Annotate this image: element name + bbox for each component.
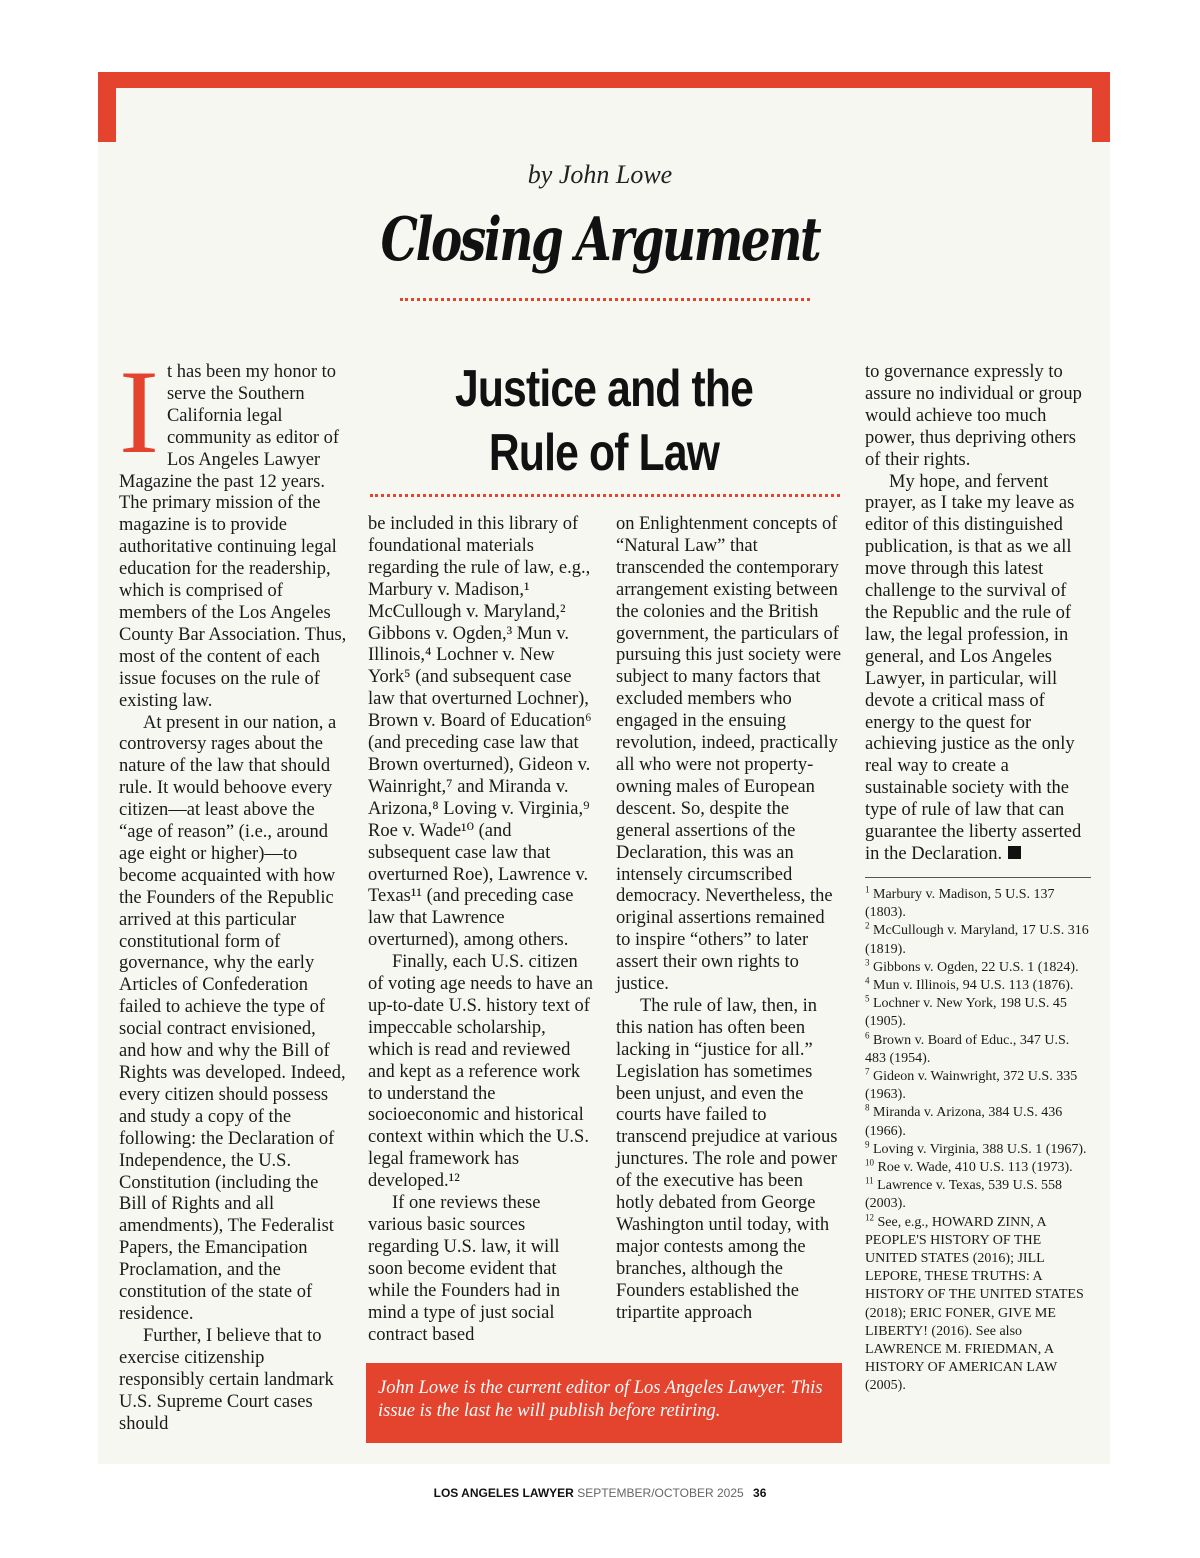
end-mark-icon bbox=[1008, 846, 1021, 859]
page-footer bbox=[0, 1486, 1200, 1500]
paragraph: on Enlightenment concepts of “Natural Law” that transcended the contemporary arrangement existing between the colonies and the British government, the particulars of pursuing this just society were subject to many factors that excluded members who engaged in the ensuing revolution, indeed, practically all who were not property-owning males of European descent. So, despite the general assertions of the Declaration, this was an intensely circumscribed democracy. Nevertheless, the original assertions remained to inspire “others” to later assert their own rights to justice. bbox=[616, 514, 842, 995]
article-column-1 bbox=[119, 345, 347, 1435]
page-number: 36 bbox=[753, 1486, 767, 1500]
author-note-callout: John Lowe is the current editor of Los Angeles Lawyer. This issue is the last he will publish before retiring. bbox=[366, 1363, 842, 1443]
footnote: $^2$ McCullough v. Maryland, 17 U.S. 316 (1819). bbox=[865, 920, 1089, 957]
footnote: $^1$ Marbury v. Madison, 5 U.S. 137 (1803). bbox=[865, 884, 1055, 921]
paragraph: be included in this library of foundational materials regarding the rule of law, e.g., Marbury v. Madison,¹ McCullough v. Maryland,² Gibbons v. Ogden,³ Mun v. Illinois,⁴ Lochner v. New York⁵ (and subsequent case law that overturned Lochner), Brown v. Board of Education⁶ (and preceding case law that Brown overturned), Gideon v. Wainright,⁷ and Miranda v. Arizona,⁸ Loving v. Virginia,⁹ Roe v. Wade¹⁰ (and subsequent case law that overturned Roe), Lawrence v. Texas¹¹ (and preceding case law that Lawrence overturned), among others. bbox=[368, 514, 592, 951]
footnote: $^3$ Gibbons v. Ogden, 22 U.S. 1 (1824). bbox=[865, 957, 1079, 975]
paragraph: Finally, each U.S. citizen of voting age needs to have an up-to-date U.S. history text of impeccable scholarship, which is read and reviewed and kept as a reference work to understand the socioeconomic and historical context within which the U.S. legal framework has developed.¹² bbox=[368, 952, 594, 1192]
dotted-divider-headline bbox=[370, 494, 840, 497]
footnote: $^9$ Loving v. Virginia, 388 U.S. 1 (1967). bbox=[865, 1139, 1087, 1157]
footnote: $^5$ Lochner v. New York, 198 U.S. 45 (1905). bbox=[865, 993, 1067, 1030]
section-title: Closing Argument bbox=[380, 205, 820, 275]
paragraph: to governance expressly to assure no individual or group would achieve too much power, thus depriving others of their rights. bbox=[865, 362, 1082, 470]
footnote: $^{10}$ Roe v. Wade, 410 U.S. 113 (1973). bbox=[865, 1157, 1073, 1176]
footnote: $^{11}$ Lawrence v. Texas, 539 U.S. 558 (2003). bbox=[865, 1175, 1063, 1212]
frame-left-bar bbox=[98, 72, 116, 142]
headline-line-1: Justice and the bbox=[454, 360, 754, 418]
paragraph: If one reviews these various basic sources regarding U.S. law, it will soon become evident that while the Founders had in mind a type of just social contract based bbox=[368, 1193, 561, 1345]
frame-top-bar bbox=[98, 72, 1110, 88]
paragraph: t has been my honor to serve the Southern California legal community as editor of Los Angeles Lawyer Magazine the past 12 years. The primary mission of the magazine is to provide authoritative continuing legal education for the readership, which is comprised of members of the Los Angeles County Bar Association. Thus, most of the content of each issue focuses on the rule of existing law. bbox=[119, 362, 347, 711]
headline-line-2: Rule of Law bbox=[488, 424, 720, 482]
paragraph: The rule of law, then, in this nation has often been lacking in “justice for all.” Legislation has sometimes been unjust, and even the courts have failed to transcend prejudice at various junctures. The role and power of the executive has been hotly debated from George Washington until today, with major contests among the branches, although the Founders established the tripartite approach bbox=[616, 995, 838, 1323]
article-column-2 bbox=[368, 514, 594, 1346]
paragraph: Further, I believe that to exercise citizenship responsibly certain landmark U.S. Supreme Court cases should bbox=[119, 1325, 334, 1434]
byline: by John Lowe bbox=[527, 160, 673, 189]
dotted-divider-top bbox=[400, 298, 810, 301]
footnotes-divider bbox=[865, 877, 1091, 878]
footnote: $^6$ Brown v. Board of Educ., 347 U.S. 483 (1954). bbox=[865, 1029, 1070, 1066]
drop-cap: I bbox=[119, 345, 159, 478]
paragraph-text: My hope, and fervent prayer, as I take my leave as editor of this distinguished publication, is that as we all move through this latest challenge to the survival of the Republic and the rule of law, the legal profession, in general, and Los Angeles Lawyer, in particular, will devote a critical mass of energy to the quest for achieving justice as the only real way to create a sustainable society with the type of rule of law that can guarantee the liberty asserted in the Declaration. bbox=[865, 471, 1082, 864]
publication-name: LOS ANGELES LAWYER bbox=[433, 1486, 574, 1500]
frame-right-bar bbox=[1092, 72, 1110, 142]
headline bbox=[368, 357, 840, 485]
footnotes bbox=[865, 886, 1091, 1396]
footnote: $^{12}$ See, e.g., HOWARD ZINN, A PEOPLE'S HISTORY OF THE UNITED STATES (2016); JILL LEPORE, THESE TRUTHS: A HISTORY OF THE UNITED STATES (2018); ERIC FONER, GIVE ME LIBERTY! (2016). See also LAWRENCE M. FRIEDMAN, A HISTORY OF AMERICAN LAW (2005). bbox=[865, 1212, 1084, 1394]
footnote: $^4$ Mun v. Illinois, 94 U.S. 113 (1876). bbox=[865, 975, 1074, 994]
footnote: $^7$ Gideon v. Wainwright, 372 U.S. 335 (1963). bbox=[865, 1066, 1078, 1103]
footnote: $^8$ Miranda v. Arizona, 384 U.S. 436 (1966). bbox=[865, 1102, 1063, 1139]
article-column-3 bbox=[616, 514, 842, 1325]
issue-date: SEPTEMBER/OCTOBER 2025 bbox=[577, 1486, 744, 1500]
closing-paragraph bbox=[865, 472, 1091, 866]
paragraph: At present in our nation, a controversy rages about the nature of the law that should rule. It would behoove every citizen—at least above the “age of reason” (i.e., around age eight or higher)—to become acquainted with how the Founders of the Republic arrived at this particular constitutional form of governance, why the early Articles of Confederation failed to achieve the type of social contract envisioned, and how and why the Bill of Rights was developed. Indeed, every citizen should possess and study a copy of the following: the Declaration of Independence, the U.S. Constitution (including the Bill of Rights and all amendments), The Federalist Papers, the Emancipation Proclamation, and the constitution of the state of residence. bbox=[119, 712, 346, 1324]
article-column-4 bbox=[865, 362, 1091, 866]
